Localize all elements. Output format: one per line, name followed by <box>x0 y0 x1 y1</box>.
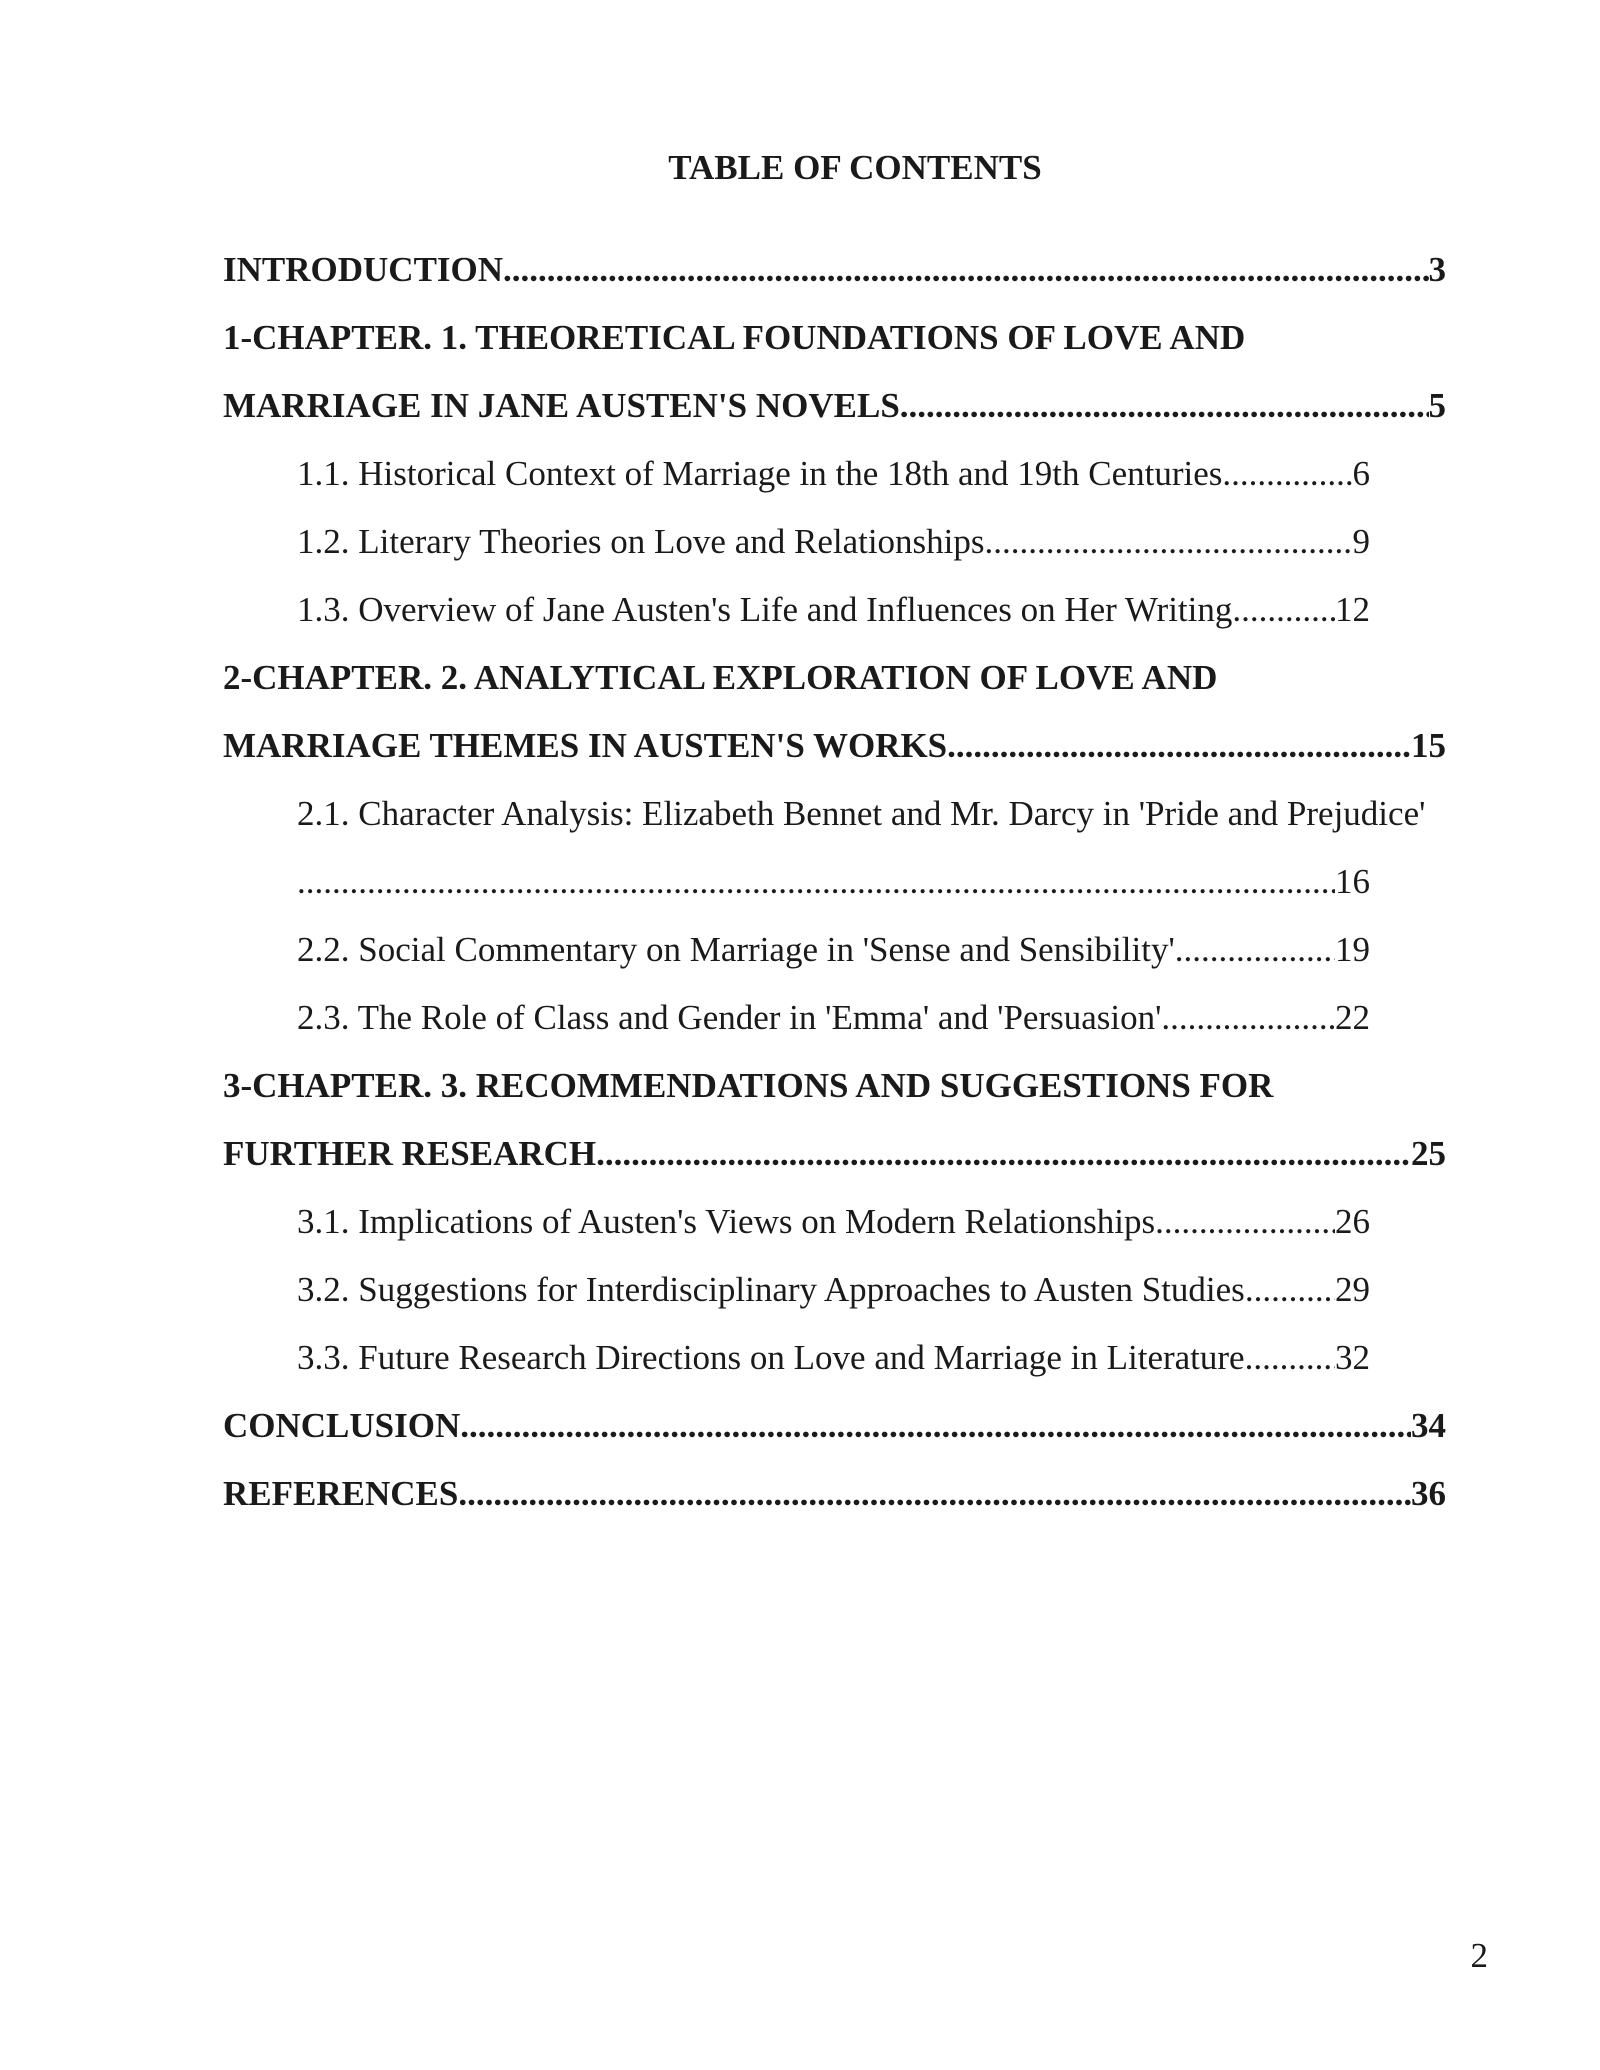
toc-page-number: 5 <box>1428 386 1446 425</box>
table-of-contents <box>223 236 1446 1528</box>
toc-page-number: 29 <box>1335 1270 1370 1309</box>
toc-section-2-3[interactable] <box>223 984 1370 1052</box>
toc-page-number: 3 <box>1428 250 1446 289</box>
toc-chapter-2-heading[interactable] <box>223 644 1446 712</box>
page-title: TABLE OF CONTENTS <box>668 148 1042 187</box>
toc-section-1-1[interactable] <box>223 440 1370 508</box>
toc-section-3-3[interactable] <box>223 1324 1370 1392</box>
toc-leader-dots <box>985 508 1353 576</box>
toc-page-number: 26 <box>1335 1202 1370 1241</box>
toc-entry-label: 2.1. Character Analysis: Elizabeth Bennet and Mr. Darcy in 'Pride and Prejudice' <box>297 794 1426 833</box>
toc-page-number: 12 <box>1335 590 1370 629</box>
toc-section-1-2[interactable] <box>223 508 1370 576</box>
toc-leader-dots <box>900 372 1429 440</box>
toc-entry-label: MARRIAGE IN JANE AUSTEN'S NOVELS <box>223 386 900 425</box>
toc-page-number: 22 <box>1335 998 1370 1037</box>
toc-leader-dots <box>1222 440 1352 508</box>
page-number: 2 <box>1470 1936 1488 1975</box>
toc-entry-label: INTRODUCTION <box>223 250 504 289</box>
toc-section-2-2[interactable] <box>223 916 1370 984</box>
toc-page-number: 9 <box>1352 522 1370 561</box>
toc-entry-label: 3.2. Suggestions for Interdisciplinary Approaches to Austen Studies <box>297 1270 1245 1309</box>
toc-leader-dots <box>1155 1188 1335 1256</box>
toc-leader-dots <box>1161 984 1335 1052</box>
toc-chapter-2-heading-cont[interactable] <box>223 712 1446 780</box>
toc-section-2-1-cont[interactable] <box>223 848 1370 916</box>
toc-entry-label: 3.3. Future Research Directions on Love and Marriage in Literature <box>297 1338 1245 1377</box>
toc-page-number: 25 <box>1411 1134 1446 1173</box>
toc-entry-label: CONCLUSION <box>223 1406 461 1445</box>
toc-page-number: 34 <box>1411 1406 1446 1445</box>
toc-page-number: 32 <box>1335 1338 1370 1377</box>
toc-entry-label: 1.2. Literary Theories on Love and Relationships <box>297 522 985 561</box>
toc-leader-dots <box>1245 1324 1335 1392</box>
toc-chapter-1-heading[interactable] <box>223 304 1446 372</box>
toc-entry-label: REFERENCES <box>223 1474 459 1513</box>
toc-leader-dots <box>460 1392 1411 1460</box>
toc-entry-label: 2.3. The Role of Class and Gender in 'Emma' and 'Persuasion' <box>297 998 1162 1037</box>
toc-entry-label: FURTHER RESEARCH <box>223 1134 597 1173</box>
toc-leader-dots <box>297 848 1335 916</box>
toc-page-number: 19 <box>1335 930 1370 969</box>
toc-entry-references[interactable] <box>223 1460 1446 1528</box>
toc-entry-label: 3.1. Implications of Austen's Views on Modern Relationships <box>297 1202 1156 1241</box>
toc-page-number: 36 <box>1411 1474 1446 1513</box>
toc-entry-label: 2.2. Social Commentary on Marriage in 'Sense and Sensibility' <box>297 930 1175 969</box>
toc-entry-label: 1.1. Historical Context of Marriage in the 18th and 19th Centuries <box>297 454 1223 493</box>
toc-leader-dots <box>1232 576 1335 644</box>
toc-leader-dots <box>1245 1256 1335 1324</box>
toc-chapter-3-heading-cont[interactable] <box>223 1120 1446 1188</box>
toc-leader-dots <box>947 712 1411 780</box>
toc-entry-label: MARRIAGE THEMES IN AUSTEN'S WORKS <box>223 726 948 765</box>
toc-page-number: 6 <box>1352 454 1370 493</box>
toc-entry-label: 1-CHAPTER. 1. THEORETICAL FOUNDATIONS OF LOVE AND <box>223 318 1246 357</box>
toc-page-number: 16 <box>1335 862 1370 901</box>
toc-leader-dots <box>596 1120 1411 1188</box>
toc-entry-introduction[interactable] <box>223 236 1446 304</box>
toc-chapter-1-heading-cont[interactable] <box>223 372 1446 440</box>
toc-entry-label: 2-CHAPTER. 2. ANALYTICAL EXPLORATION OF LOVE AND <box>223 658 1218 697</box>
toc-chapter-3-heading[interactable] <box>223 1052 1446 1120</box>
toc-entry-conclusion[interactable] <box>223 1392 1446 1460</box>
toc-section-2-1[interactable] <box>223 780 1426 848</box>
toc-leader-dots <box>458 1460 1411 1528</box>
toc-section-3-2[interactable] <box>223 1256 1370 1324</box>
toc-entry-label: 1.3. Overview of Jane Austen's Life and Influences on Her Writing <box>297 590 1233 629</box>
toc-leader-dots <box>503 236 1428 304</box>
toc-page-number: 15 <box>1411 726 1446 765</box>
toc-entry-label: 3-CHAPTER. 3. RECOMMENDATIONS AND SUGGESTIONS FOR <box>223 1066 1274 1105</box>
toc-section-1-3[interactable] <box>223 576 1370 644</box>
toc-leader-dots <box>1175 916 1335 984</box>
toc-section-3-1[interactable] <box>223 1188 1370 1256</box>
